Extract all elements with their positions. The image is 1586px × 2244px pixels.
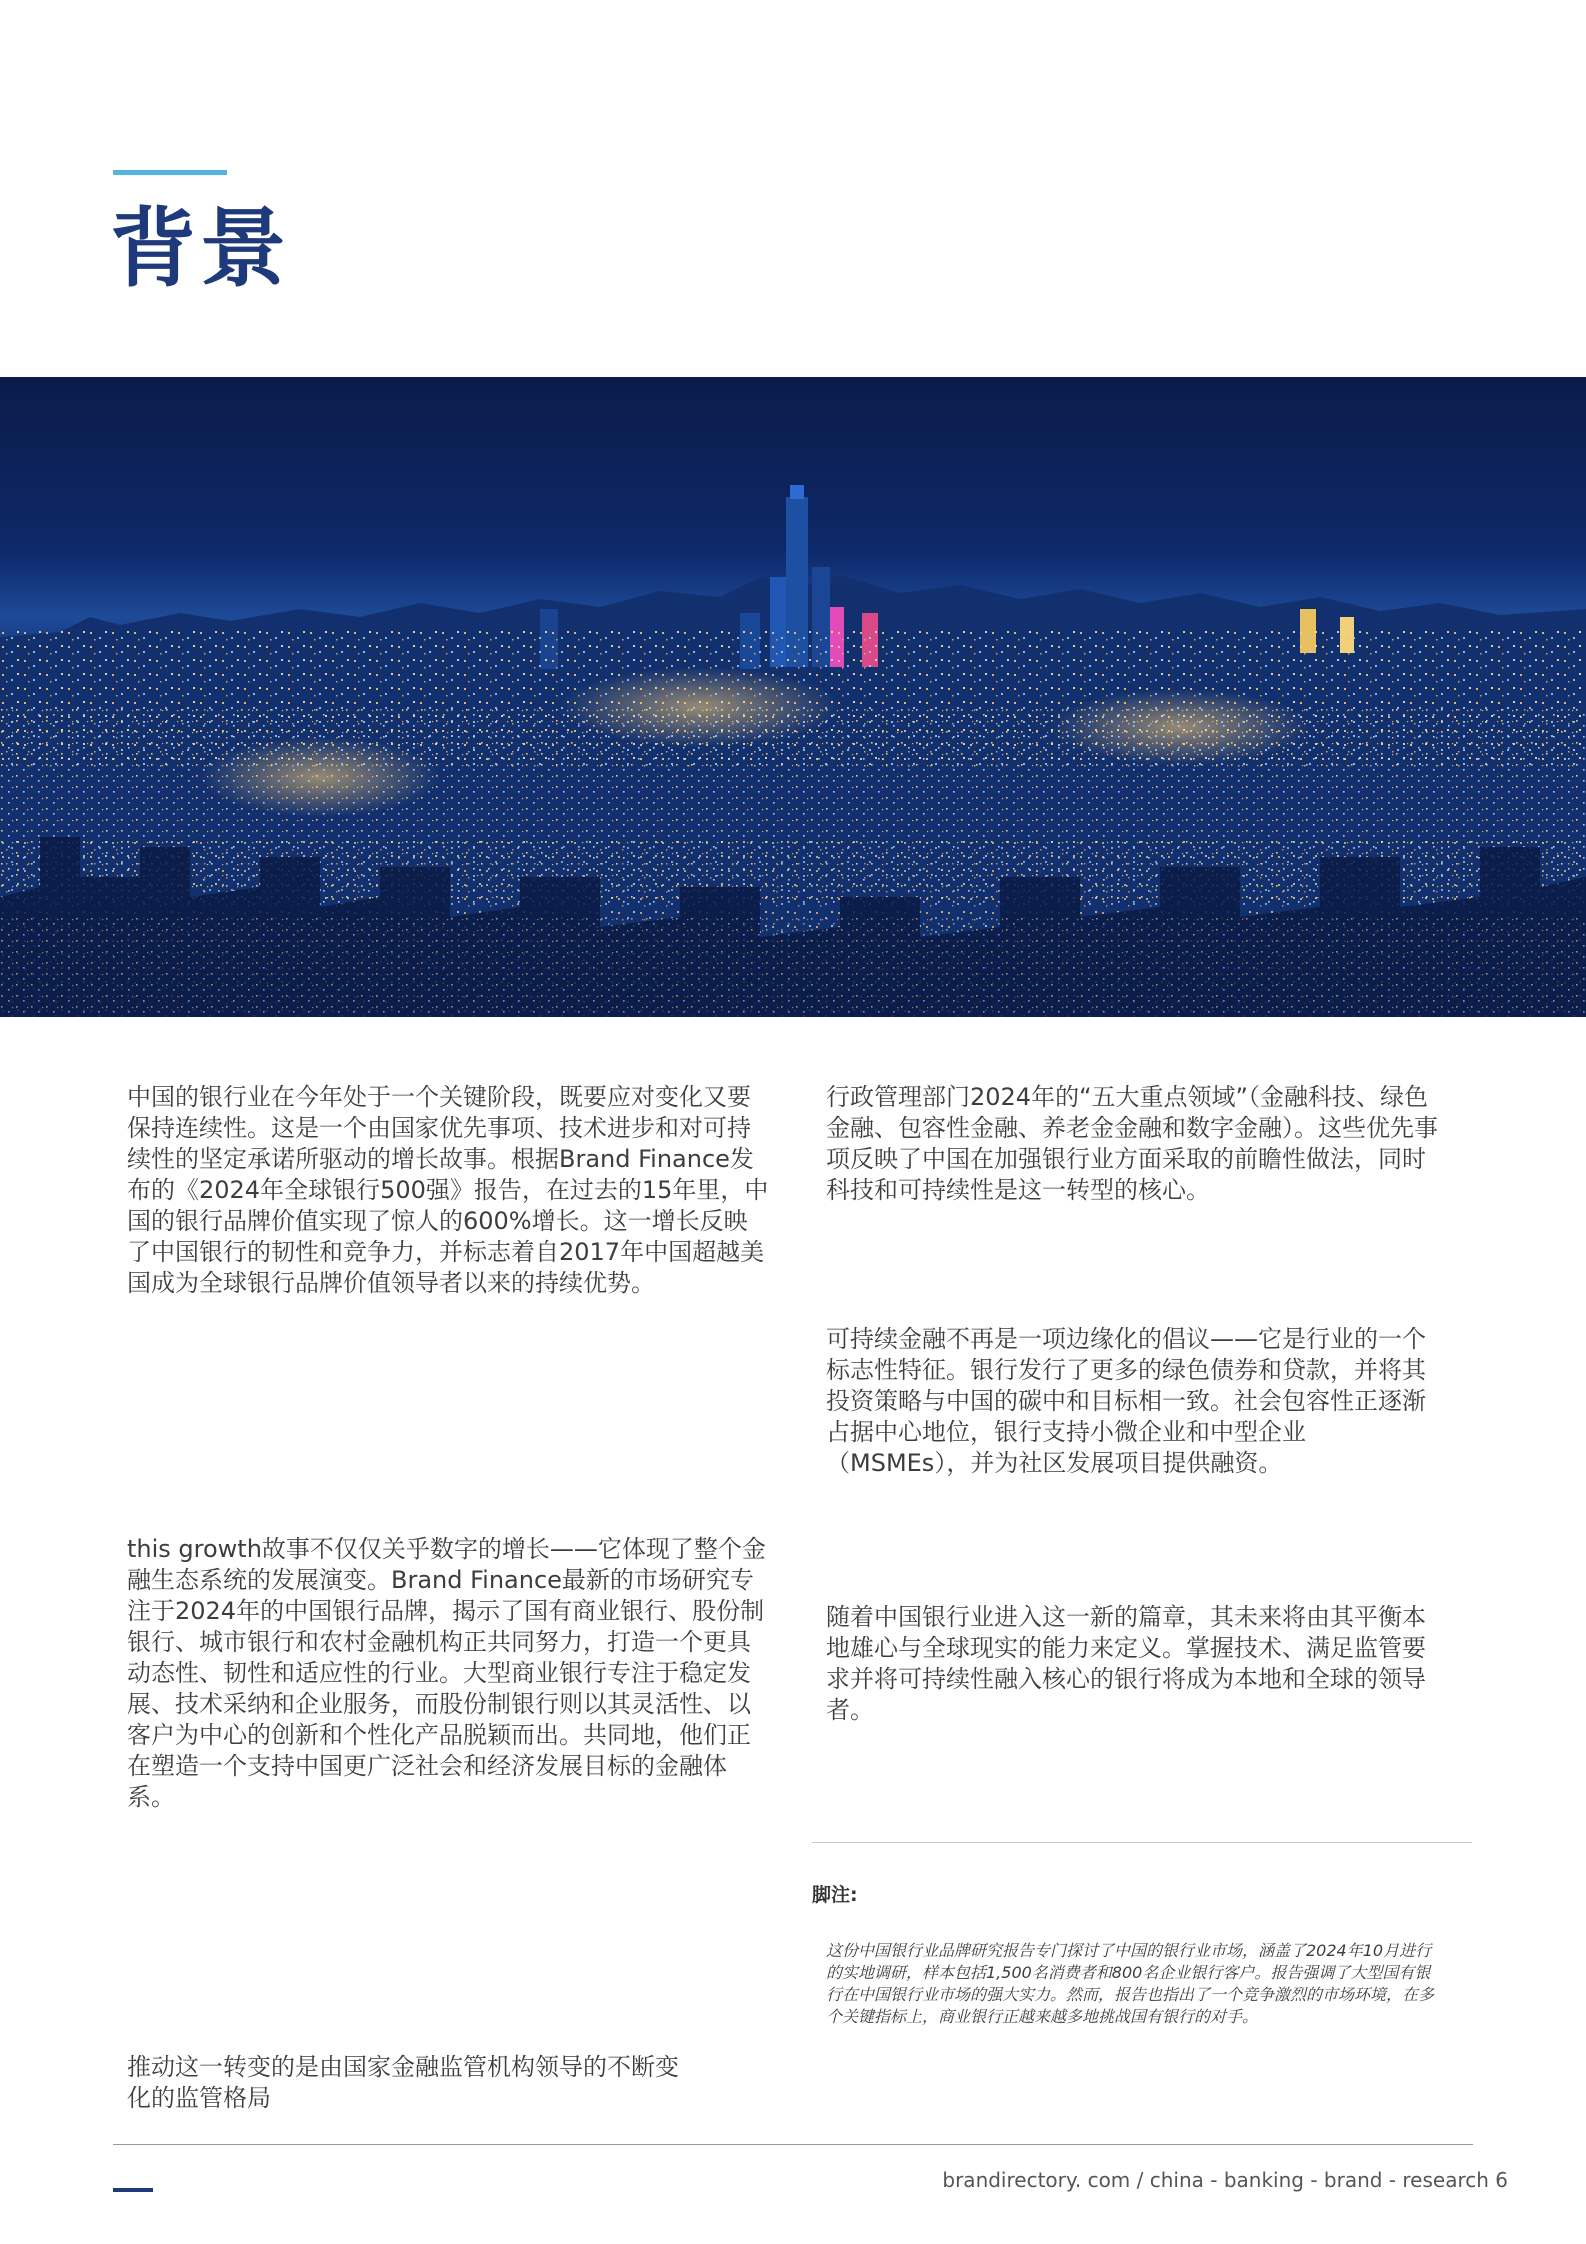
footnote-label: 脚注: xyxy=(812,1884,858,1906)
right-paragraph-3: 随着中国银行业进入这一新的篇章，其未来将由其平衡本地雄心与全球现实的能力来定义。掌握技术、满足监管要求并将可持续性融入核心的银行将成为本地和全球的领导者。 xyxy=(826,1603,1426,1724)
left-paragraph-3: 推动这一转变的是由国家金融监管机构领导的不断变化的监管格局 xyxy=(127,2053,679,2112)
footer-divider xyxy=(113,2144,1473,2145)
title-accent-line xyxy=(113,170,227,175)
left-paragraph-1: 中国的银行业在今年处于一个关键阶段，既要应对变化又要保持连续性。这是一个由国家优先事项、技术进步和对可持续性的坚定承诺所驱动的增长故事。根据Brand Finance发布的《2024年全球银行500强》报告，在过去的15年里，中国的银行品牌价值实现了惊人的600%增长。这一增长反映了中国银行的韧性和竞争力，并标志着自2017年中国超越美国成为全球银行品牌价值领导者以来的持续优势。 xyxy=(127,1083,769,1297)
right-paragraph-2: 可持续金融不再是一项边缘化的倡议——它是行业的一个标志性特征。银行发行了更多的绿色债券和贷款，并将其投资策略与中国的碳中和目标相一致。社会包容性正逐渐占据中心地位，银行支持小微企业和中型企业（MSMEs），并为社区发展项目提供融资。 xyxy=(826,1325,1426,1477)
right-paragraph-1: 行政管理部门2024年的“五大重点领域”（金融科技、绿色金融、包容性金融、养老金金融和数字金融）。这些优先事项反映了中国在加强银行业方面采取的前瞻性做法，同时科技和可持续性是这一转型的核心。 xyxy=(826,1083,1438,1204)
footer-url-page-number: brandirectory. com / china - banking - brand - research 6 xyxy=(942,2168,1508,2192)
left-paragraph-2: this growth故事不仅仅关乎数字的增长——它体现了整个金融生态系统的发展演变。Brand Finance最新的市场研究专注于2024年的中国银行品牌，揭示了国有商业银行、股份制银行、城市银行和农村金融机构正共同努力，打造一个更具动态性、韧性和适应性的行业。大型商业银行专注于稳定发展、技术采纳和企业服务，而股份制银行则以其灵活性、以客户为中心的创新和个性化产品脱颖而出。共同地，他们正在塑造一个支持中国更广泛社会和经济发展目标的金融体系。 xyxy=(127,1535,766,1811)
city-skyline-illustration xyxy=(0,377,1586,1017)
page-title: 背景 xyxy=(110,199,290,299)
footnote-text: 这份中国银行业品牌研究报告专门探讨了中国的银行业市场，涵盖了2024年10月进行的实地调研，样本包括1,500名消费者和800名企业银行客户。报告强调了大型国有银行在中国银行业市场的强大实力。然而，报告也指出了一个竞争激烈的市场环境，在多个关键指标上，商业银行正越来越多地挑战国有银行的对手。 xyxy=(826,1941,1435,2026)
footnote-divider xyxy=(812,1842,1472,1843)
hero-city-night-image xyxy=(0,377,1586,1017)
footer-accent-mark xyxy=(113,2188,153,2192)
